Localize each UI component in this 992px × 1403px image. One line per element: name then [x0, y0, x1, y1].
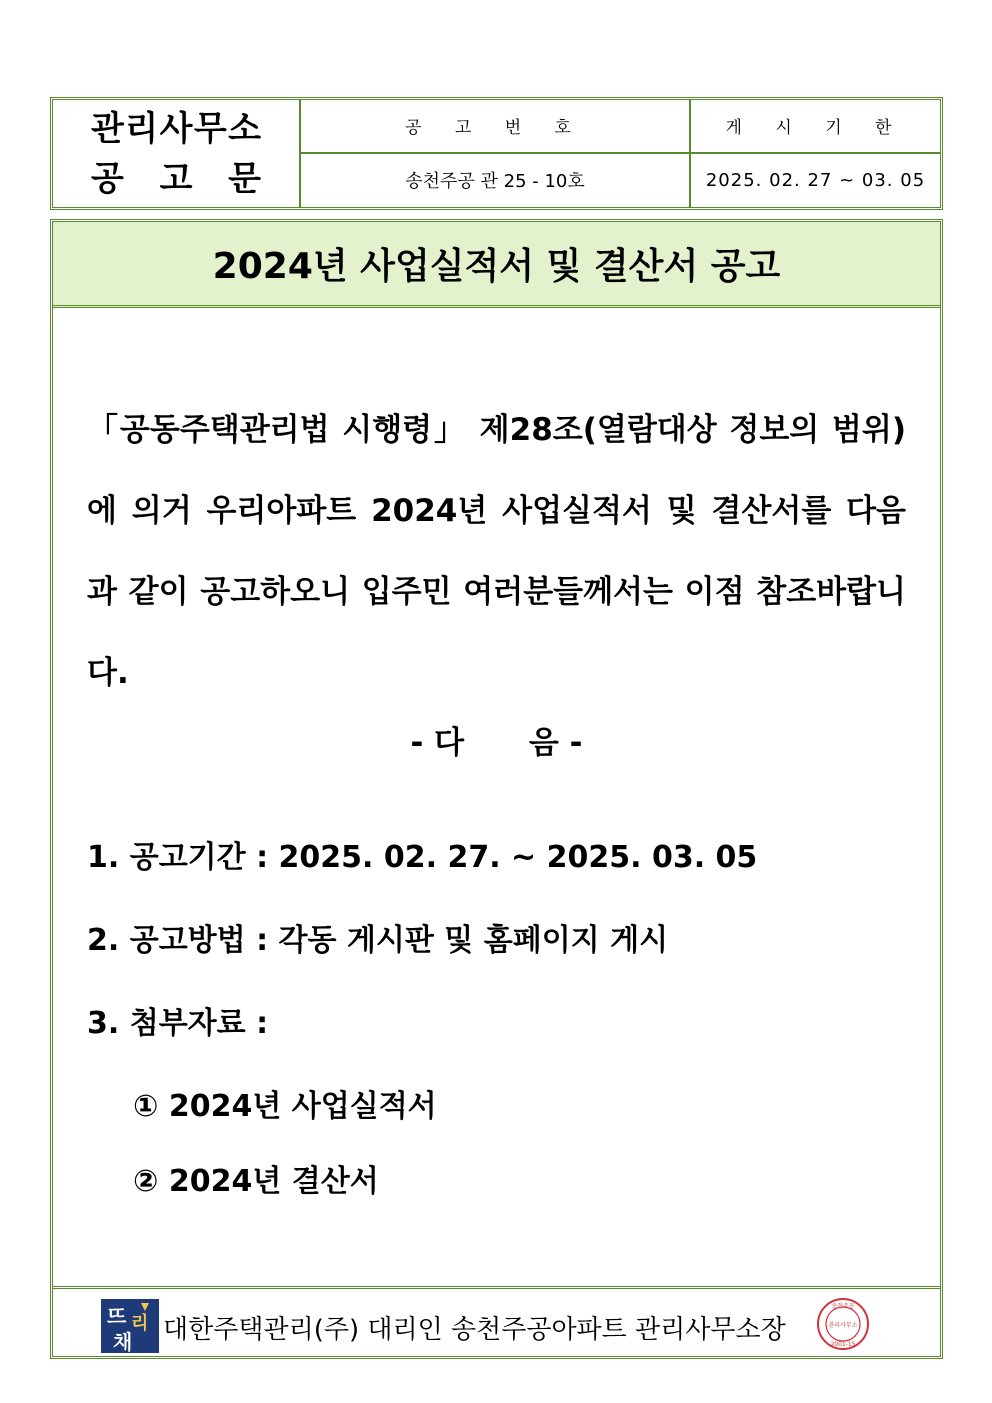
office-notice-title — [53, 100, 301, 207]
title-char: 무 — [193, 108, 227, 149]
logo-char: 뜨 — [107, 1304, 127, 1328]
list-item: 1. 공고기간 : 2025. 02. 27. ~ 2025. 03. 05 — [87, 840, 758, 875]
attachment-item: ② 2024년 결산서 — [133, 1164, 379, 1199]
notice-title: 2024년 사업실적서 및 결산서 공고 — [53, 222, 940, 308]
notice-header-table — [50, 97, 943, 210]
notice-number-value: 송천주공 관 25 - 10호 — [301, 154, 691, 208]
title-line-2 — [91, 154, 261, 204]
title-char: 고 — [159, 158, 193, 199]
logo-char: 리 — [131, 1313, 149, 1334]
notice-number-label: 공 고 번 호 — [301, 100, 691, 154]
title-line-1 — [91, 104, 261, 154]
signature-text: 대한주택관리(주) 대리인 송천주공아파트 관리사무소장 — [163, 1315, 786, 1345]
logo-char: 채 — [113, 1330, 133, 1353]
notice-box — [50, 219, 943, 1359]
title-char: 문 — [228, 158, 261, 199]
list-item: 2. 공고방법 : 각동 게시판 및 홈페이지 게시 — [87, 923, 669, 958]
footer-signature — [53, 1286, 940, 1356]
title-char: 사 — [159, 108, 193, 149]
notice-item-list — [87, 832, 757, 1231]
svg-text:관리사무소: 관리사무소 — [828, 1322, 858, 1329]
attachment-item: ① 2024년 사업실적서 — [133, 1089, 437, 1124]
title-char: 소 — [228, 108, 261, 149]
notice-body: 「공동주택관리법 시행령」 제28조(열람대상 정보의 범위)에 의거 우리아파트 2024년 사업실적서 및 결산서를 다음과 같이 공고하오니 입주민 여러분들께서는 이점 참조바랍니다. — [87, 412, 906, 691]
company-logo-icon — [101, 1299, 159, 1353]
list-item: 3. 첨부자료 : — [87, 1006, 269, 1041]
svg-text:2001-15: 2001-15 — [830, 1341, 856, 1348]
posting-period-label: 게 시 기 한 — [691, 100, 940, 154]
official-seal-icon — [816, 1297, 870, 1351]
separator-heading — [53, 717, 940, 762]
title-char: 공 — [91, 158, 124, 199]
title-char: 관 — [91, 108, 124, 149]
posting-period-value: 2025. 02. 27 ~ 03. 05 — [705, 169, 926, 191]
title-char: 리 — [125, 108, 159, 149]
separator-text: - 다 음 - — [410, 725, 583, 761]
svg-text:송천주공: 송천주공 — [831, 1303, 855, 1310]
